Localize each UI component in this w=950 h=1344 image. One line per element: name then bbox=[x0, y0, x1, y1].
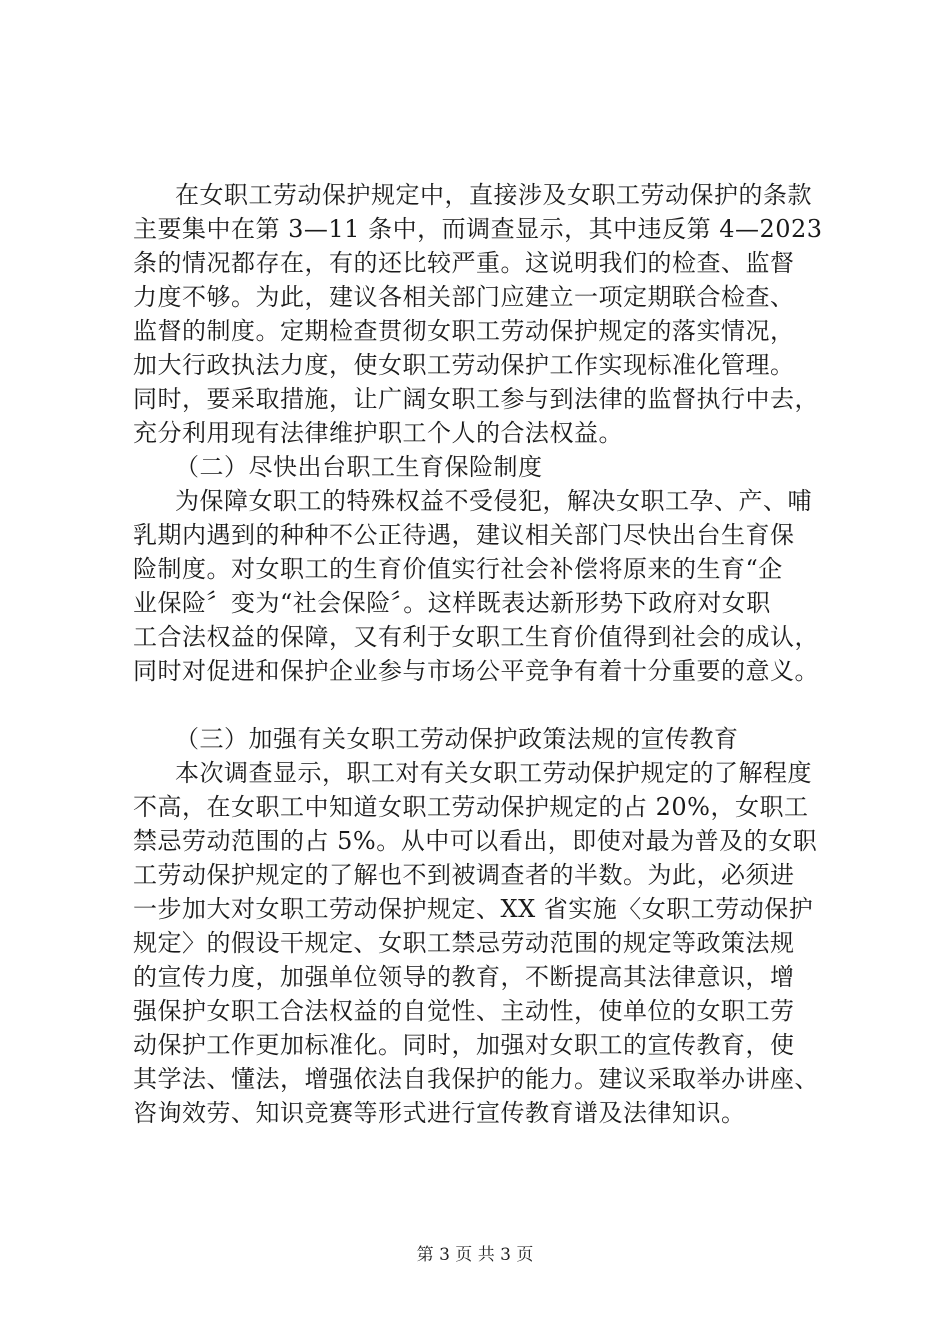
paragraph-spacer bbox=[133, 688, 823, 722]
paragraph-line: 为保障女职工的特殊权益不受侵犯，解决女职工孕、产、哺 bbox=[175, 487, 812, 515]
paragraph-line: 本次调查显示，职工对有关女职工劳动保护规定的了解程度 bbox=[175, 759, 812, 787]
paragraph-line: 充分利用现有法律维护职工个人的合法权益。 bbox=[133, 419, 623, 447]
paragraph-line: 在女职工劳动保护规定中，直接涉及女职工劳动保护的条款 bbox=[175, 181, 812, 209]
paragraph-inspection bbox=[133, 178, 823, 450]
paragraph-line: 的宣传力度，加强单位领导的教育，不断提高其法律意识，增 bbox=[133, 963, 795, 991]
section-heading-publicity: （三）加强有关女职工劳动保护政策法规的宣传教育 bbox=[175, 725, 739, 753]
paragraph-line: 不高，在女职工中知道女职工劳动保护规定的占 20%，女职工 bbox=[133, 793, 809, 821]
paragraph-line: 同时对促进和保护企业参与市场公平竞争有着十分重要的意义。 bbox=[133, 657, 819, 685]
paragraph-line: 同时，要采取措施，让广阔女职工参与到法律的监督执行中去， bbox=[133, 385, 819, 413]
paragraph-line: 险制度。对女职工的生育价值实行社会补偿将原来的生育“企 bbox=[133, 555, 783, 583]
paragraph-line: 工合法权益的保障，又有利于女职工生育价值得到社会的成认， bbox=[133, 623, 819, 651]
paragraph-line: 条的情况都存在，有的还比较严重。这说明我们的检查、监督 bbox=[133, 249, 795, 277]
page-footer: 第 3 页 共 3 页 bbox=[416, 1245, 534, 1265]
paragraph-line: 主要集中在第 3—11 条中，而调查显示，其中违反第 4—2023 bbox=[133, 215, 823, 243]
paragraph-line: 业保险〞变为“社会保险〞。这样既表达新形势下政府对女职 bbox=[133, 589, 771, 617]
paragraph-line: 禁忌劳动范围的占 5%。从中可以看出，即使对最为普及的女职 bbox=[133, 827, 818, 855]
document-body bbox=[133, 178, 823, 1130]
paragraph-line: 乳期内遇到的种种不公正待遇，建议相关部门尽快出台生育保 bbox=[133, 521, 795, 549]
paragraph-maternity bbox=[133, 484, 823, 688]
paragraph-line: 规定〉的假设干规定、女职工禁忌劳动范围的规定等政策法规 bbox=[133, 929, 795, 957]
paragraph-line: 强保护女职工合法权益的自觉性、主动性，使单位的女职工劳 bbox=[133, 997, 795, 1025]
paragraph-line: 监督的制度。定期检查贯彻女职工劳动保护规定的落实情况， bbox=[133, 317, 795, 345]
paragraph-line: 力度不够。为此，建议各相关部门应建立一项定期联合检查、 bbox=[133, 283, 795, 311]
section-heading-maternity-insurance: （二）尽快出台职工生育保险制度 bbox=[175, 453, 543, 481]
paragraph-line: 加大行政执法力度，使女职工劳动保护工作实现标准化管理。 bbox=[133, 351, 795, 379]
paragraph-line: 工劳动保护规定的了解也不到被调查者的半数。为此，必须进 bbox=[133, 861, 795, 889]
paragraph-line: 一步加大对女职工劳动保护规定、XX 省实施〈女职工劳动保护 bbox=[133, 895, 814, 923]
paragraph-line: 咨询效劳、知识竞赛等形式进行宣传教育谱及法律知识。 bbox=[133, 1099, 746, 1127]
paragraph-line: 其学法、懂法，增强依法自我保护的能力。建议采取举办讲座、 bbox=[133, 1065, 819, 1093]
paragraph-publicity bbox=[133, 756, 823, 1130]
paragraph-line: 动保护工作更加标准化。同时，加强对女职工的宣传教育，使 bbox=[133, 1031, 795, 1059]
